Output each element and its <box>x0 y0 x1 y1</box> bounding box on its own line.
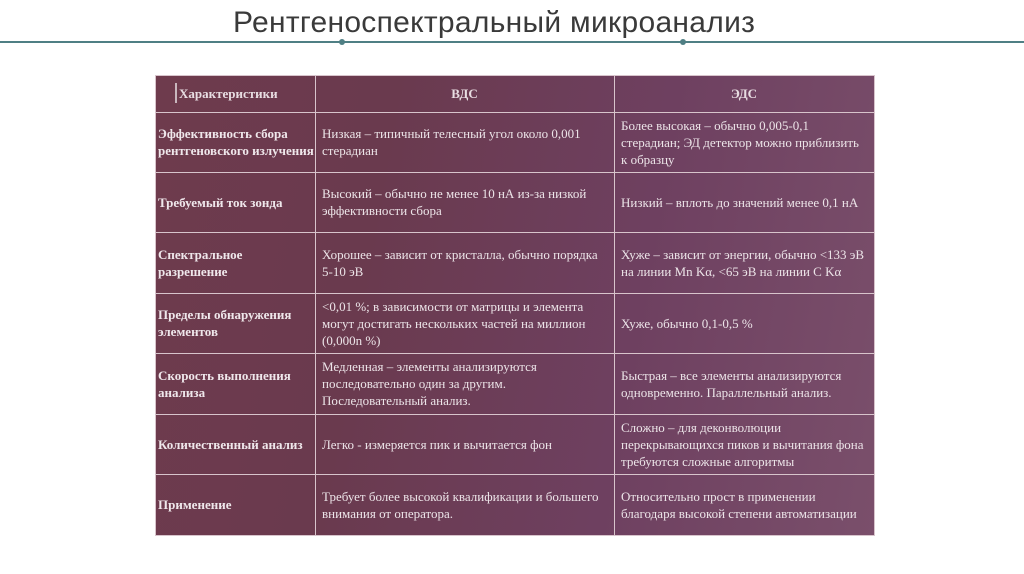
eds-cell: Быстрая – все элементы анализируются одновременно. Параллельный анализ. <box>621 367 842 400</box>
title-underline <box>0 41 1024 43</box>
row-label: Спектральное разрешение <box>158 246 243 279</box>
row-label: Количественный анализ <box>158 436 303 452</box>
row-label: Эффективность сбора рентгеновского излучения <box>158 126 314 158</box>
wds-cell: <0,01 %; в зависимости от матрицы и элемента могут достигать нескольких частей на миллион (0,000n %) <box>322 298 586 348</box>
eds-cell: Хуже, обычно 0,1-0,5 % <box>621 315 753 331</box>
row-label: Применение <box>158 497 232 512</box>
comparison-table <box>155 75 875 536</box>
eds-cell: Хуже – зависит от энергии, обычно <133 эВ на линии Mn Kα, <65 эВ на линии C Kα <box>621 246 865 279</box>
wds-cell: Высокий – обычно не менее 10 нА из-за низкой эффективности сбора <box>322 186 587 218</box>
wds-cell: Низкая – типичный телесный угол около 0,001 стерадиан <box>322 126 581 158</box>
row-label: Требуемый ток зонда <box>158 194 283 210</box>
eds-cell: Более высокая – обычно 0,005-0,1 стерадиан; ЭД детектор можно приблизить к образцу <box>621 117 859 167</box>
cursor-mark <box>175 83 177 103</box>
wds-cell: Хорошее – зависит от кристалла, обычно порядка 5-10 эВ <box>322 246 598 279</box>
grid-line <box>874 75 875 536</box>
header-characteristics: Характеристики <box>179 86 278 101</box>
wds-cell: Требует более высокой квалификации и большего внимания от оператора. <box>322 488 599 521</box>
eds-cell: Относительно прост в применении благодаря высокой степени автоматизации <box>621 488 857 521</box>
eds-cell: Сложно – для деконволюции перекрывающихся пиков и вычитания фона требуются сложные алгоритмы <box>621 419 864 469</box>
row-label: Пределы обнаружения элементов <box>158 307 292 339</box>
wds-cell: Легко - измеряется пик и вычитается фон <box>322 436 552 452</box>
slide-title: Рентгеноспектральный микроанализ <box>233 6 756 39</box>
wds-cell: Медленная – элементы анализируются последовательно один за другим. Последовательный анализ. <box>322 359 537 408</box>
header-wds: ВДС <box>451 86 478 101</box>
header-eds: ЭДС <box>730 86 758 101</box>
eds-cell: Низкий – вплоть до значений менее 0,1 нА <box>621 194 859 210</box>
row-label: Скорость выполнения анализа <box>158 367 291 400</box>
grid-line <box>155 535 875 536</box>
